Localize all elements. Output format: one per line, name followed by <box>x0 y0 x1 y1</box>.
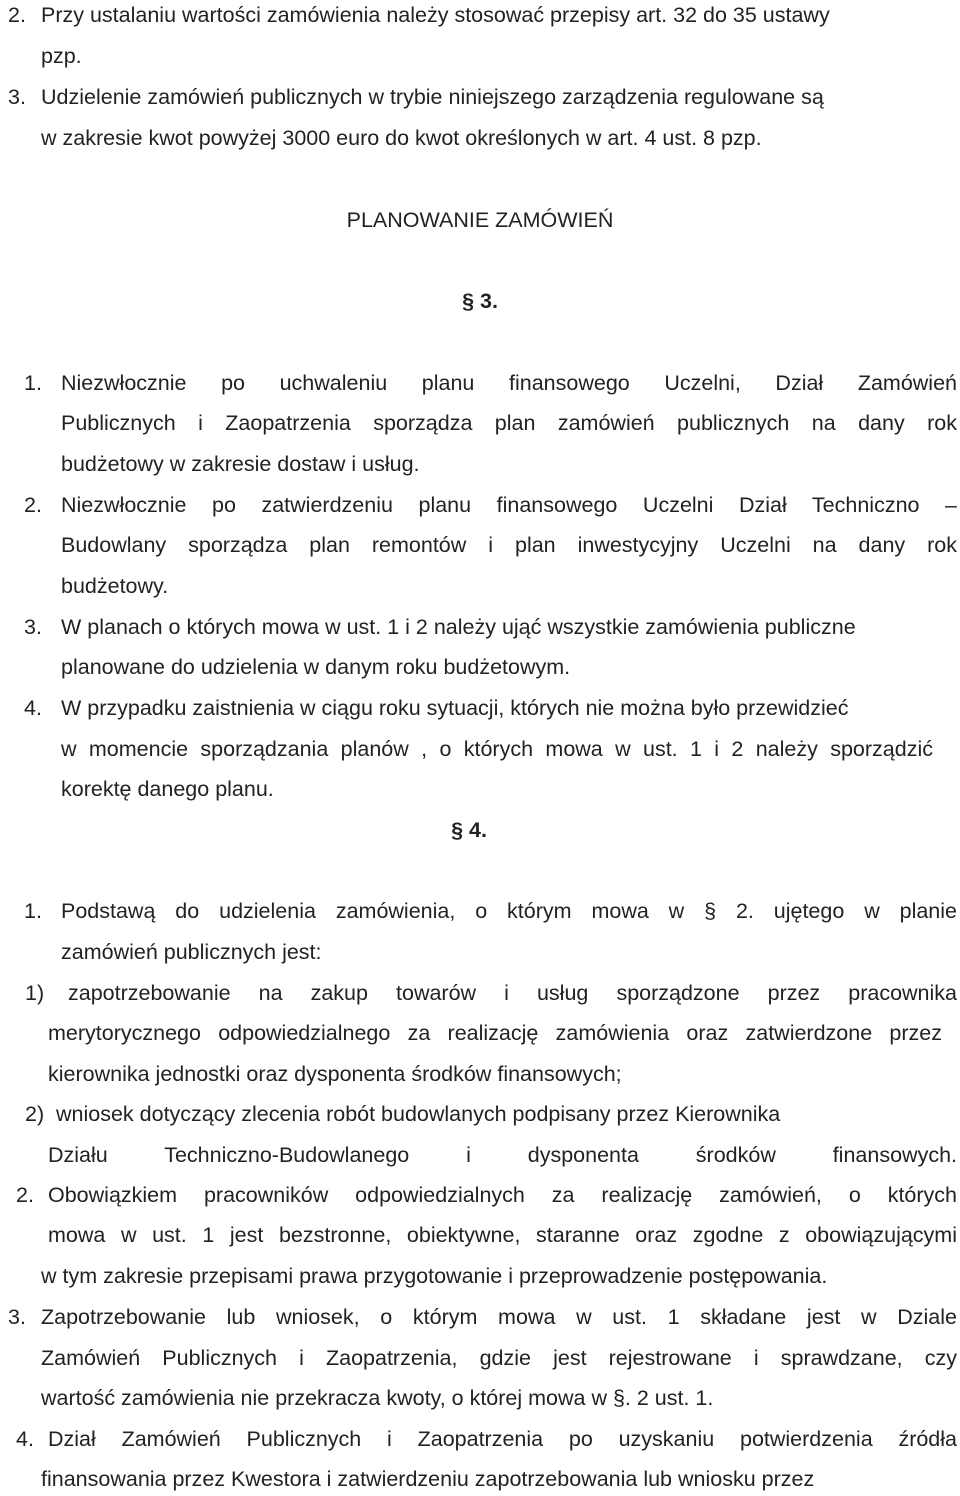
sub-item-text: merytorycznego odpowiedzialnego za realizację zamówienia oraz zatwierdzone przez <box>48 1021 942 1045</box>
sub-item-text: wniosek dotyczący zlecenia robót budowlanych podpisany przez Kierownika <box>56 1102 781 1126</box>
list-item-number: 4. <box>24 696 42 720</box>
paragraph-title: § 3. <box>462 289 498 313</box>
list-item-number: 3. <box>8 85 26 109</box>
list-item-text: Podstawą do udzielenia zamówienia, o którym mowa w § 2. ujętego w planie <box>61 899 957 923</box>
list-item-text: korektę danego planu. <box>61 777 274 801</box>
sub-item-number: 2) <box>25 1102 45 1126</box>
list-item-text: wartość zamówienia nie przekracza kwoty, o której mowa w §. 2 ust. 1. <box>41 1386 714 1410</box>
list-item-text: zamówień publicznych jest: <box>61 940 322 964</box>
list-item-text: Udzielenie zamówień publicznych w trybie niniejszego zarządzenia regulowane są <box>41 85 824 109</box>
list-item-text: Przy ustalaniu wartości zamówienia należy stosować przepisy art. 32 do 35 ustawy <box>41 3 830 27</box>
list-item-text: budżetowy w zakresie dostaw i usług. <box>61 452 420 476</box>
list-item-text: Budowlany sporządza plan remontów i plan inwestycyjny Uczelni na dany rok <box>61 533 957 557</box>
list-item-number: 3. <box>8 1305 26 1329</box>
sub-item-text: Działu Techniczno-Budowlanego i dysponenta środków finansowych. <box>48 1143 957 1167</box>
list-item-number: 3. <box>24 615 42 639</box>
list-item-text: budżetowy. <box>61 574 169 598</box>
list-item-text: Niezwłocznie po uchwaleniu planu finansowego Uczelni, Dział Zamówień <box>61 371 957 395</box>
list-item-text: Obowiązkiem pracowników odpowiedzialnych za realizację zamówień, o których <box>48 1183 957 1207</box>
list-item-text: Niezwłocznie po zatwierdzeniu planu finansowego Uczelni Dział Techniczno – <box>61 493 957 517</box>
list-item-text: Zamówień Publicznych i Zaopatrzenia, gdzie jest rejestrowane i sprawdzane, czy <box>41 1346 957 1370</box>
section-heading: PLANOWANIE ZAMÓWIEŃ <box>346 208 614 232</box>
list-item-number: 2. <box>16 1183 34 1207</box>
list-item-number: 2. <box>8 3 26 27</box>
list-item-text: pzp. <box>41 44 82 68</box>
list-item-text: Publicznych i Zaopatrzenia sporządza plan zamówień publicznych na dany rok <box>61 411 957 435</box>
list-item-text: w tym zakresie przepisami prawa przygotowanie i przeprowadzenie postępowania. <box>41 1264 828 1288</box>
list-item-text: Dział Zamówień Publicznych i Zaopatrzenia po uzyskaniu potwierdzenia źródła <box>48 1427 957 1451</box>
list-item-number: 4. <box>16 1427 34 1451</box>
list-item-text: w zakresie kwot powyżej 3000 euro do kwot określonych w art. 4 ust. 8 pzp. <box>41 126 762 150</box>
sub-item-text: zapotrzebowanie na zakup towarów i usług sporządzone przez pracownika <box>68 981 957 1005</box>
list-item-text: W planach o których mowa w ust. 1 i 2 należy ująć wszystkie zamówienia publiczne <box>61 615 856 639</box>
list-item-number: 1. <box>24 371 42 395</box>
list-item-text: w momencie sporządzania planów , o których mowa w ust. 1 i 2 należy sporządzić <box>61 737 933 761</box>
sub-item-text: kierownika jednostki oraz dysponenta środków finansowych; <box>48 1062 622 1086</box>
list-item-text: planowane do udzielenia w danym roku budżetowym. <box>61 655 571 679</box>
list-item-text: finansowania przez Kwestora i zatwierdzeniu zapotrzebowania lub wniosku przez <box>41 1467 815 1491</box>
list-item-text: Zapotrzebowanie lub wniosek, o którym mowa w ust. 1 składane jest w Dziale <box>41 1305 957 1329</box>
list-item-text: W przypadku zaistnienia w ciągu roku sytuacji, których nie można było przewidzieć <box>61 696 849 720</box>
list-item-number: 1. <box>24 899 42 923</box>
list-item-text: mowa w ust. 1 jest bezstronne, obiektywne, staranne oraz zgodne z obowiązującymi <box>48 1223 957 1247</box>
list-item-number: 2. <box>24 493 42 517</box>
sub-item-number: 1) <box>25 981 45 1005</box>
paragraph-title: § 4. <box>451 818 487 842</box>
